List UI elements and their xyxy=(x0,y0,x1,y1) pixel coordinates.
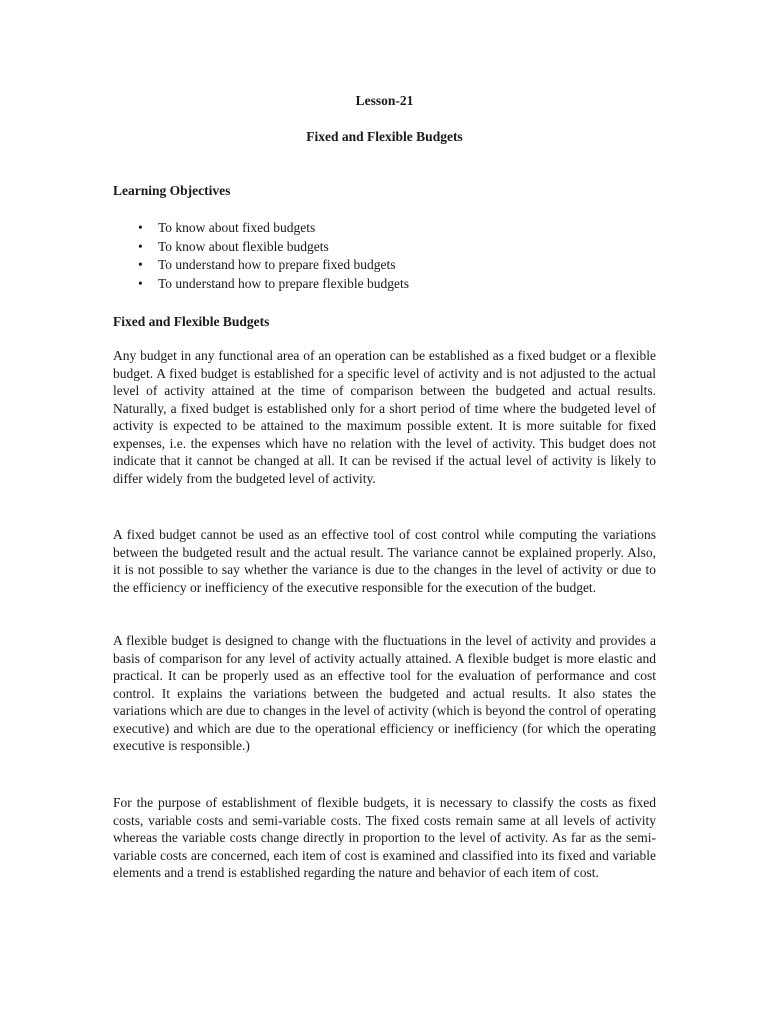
objective-text: To understand how to prepare flexible budgets xyxy=(158,276,409,292)
section-heading: Fixed and Flexible Budgets xyxy=(113,314,270,329)
objectives-list xyxy=(113,219,409,294)
bullet-icon: • xyxy=(138,220,143,235)
lesson-title: Fixed and Flexible Budgets xyxy=(306,129,463,144)
body-paragraph: A flexible budget is designed to change with the fluctuations in the level of activity and provides a basis of comparison for any level of activity actually attained. A flexible budget is more elastic and practical. It can be properly used as an effective tool for the evaluation of performance and cost control. It explains the variations between the budgeted and actual results. It also states the variations which are due to changes in the level of activity (which is beyond the control of operating executive) and which are due to the operational efficiency or inefficiency (for which the operating executive is responsible.) xyxy=(113,633,656,753)
body-paragraph: Any budget in any functional area of an operation can be established as a fixed budget or a flexible budget. A fixed budget is established for a specific level of activity and is not adjusted to the actual level of activity attained at the time of comparison between the budgeted and actual results. Naturally, a fixed budget is established only for a short period of time where the budgeted level of activity is expected to be attained to the maximum possible extent. It is more suitable for fixed expenses, i.e. the expenses which have no relation with the level of activity. This budget does not indicate that it cannot be changed at all. It can be revised if the actual level of activity is likely to differ widely from the budgeted level of activity. xyxy=(113,348,656,486)
body-paragraph: For the purpose of establishment of flexible budgets, it is necessary to classify the costs as fixed costs, variable costs and semi-variable costs. The fixed costs remain same at all levels of activity whereas the variable costs change directly in proportion to the level of activity. As far as the semi-variable costs are concerned, each item of cost is examined and classified into its fixed and variable elements and a trend is established regarding the nature and behavior of each item of cost. xyxy=(113,795,656,880)
objective-text: To understand how to prepare fixed budgets xyxy=(158,257,396,273)
objective-item xyxy=(113,256,409,275)
lesson-number: Lesson-21 xyxy=(355,93,414,108)
objective-item xyxy=(113,275,409,294)
objective-item xyxy=(113,238,409,257)
objective-item xyxy=(113,219,409,238)
objective-text: To know about fixed budgets xyxy=(158,220,316,235)
objective-text: To know about flexible budgets xyxy=(158,238,329,254)
objectives-heading: Learning Objectives xyxy=(113,183,231,198)
bullet-icon: • xyxy=(138,257,143,273)
body-paragraph: A fixed budget cannot be used as an effective tool of cost control while computing the variations between the budgeted result and the actual result. The variance cannot be explained properly. Also, it is not possible to say whether the variance is due to the changes in the level of activity or due to the efficiency or inefficiency of the executive responsible for the execution of the budget. xyxy=(113,527,656,595)
bullet-icon: • xyxy=(138,238,143,254)
bullet-icon: • xyxy=(138,276,143,292)
